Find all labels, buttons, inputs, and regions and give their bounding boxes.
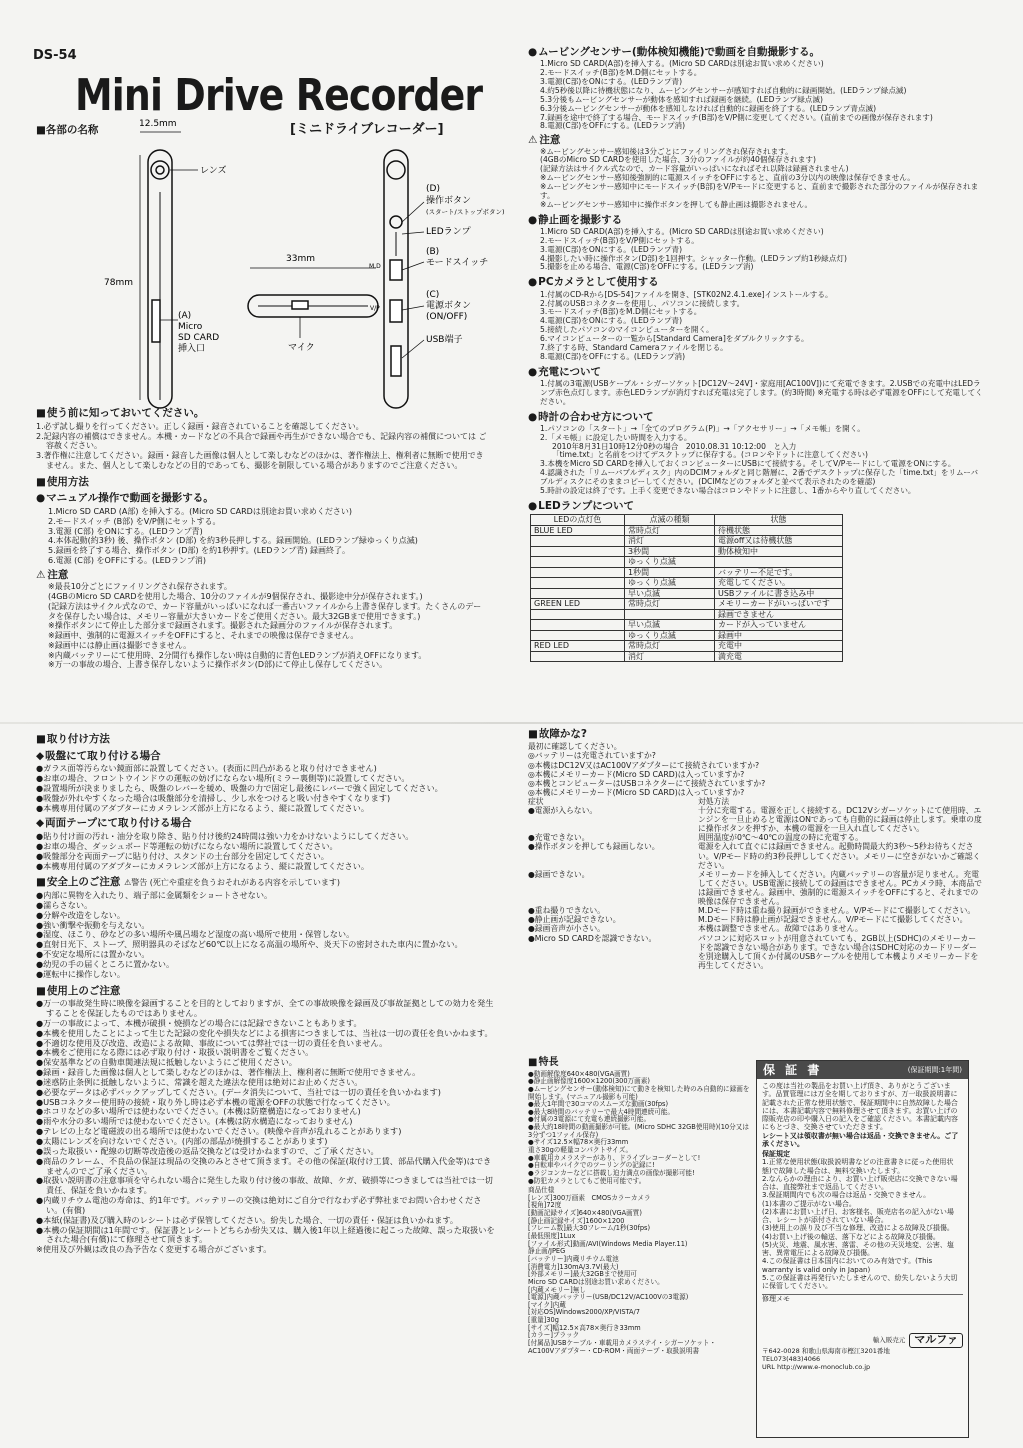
trouble-column [528, 728, 983, 1053]
precaution-item: ●迷惑防止条例に抵触しないように、常識を超えた違法な使用は絶対にお止めください。 [36, 1076, 363, 1087]
time-step: 2.「メモ帳」に設定したい時間を入力する。 [540, 432, 692, 442]
tape-item: ●貼り付け面の汚れ・油分を取り除き、貼り付け後約24時間は強い力をかけないようにしてください。 [36, 831, 414, 841]
spec-item: [付属品]USBケーブル・車載用カメラステイ・シガーソケット・ [528, 1339, 717, 1348]
safety-item: ●不安定な場所には置かない。 [36, 949, 150, 960]
trouble-row [528, 842, 983, 869]
moving-caution: (4GBのMicro SD CARDを使用した場合、3分のファイルが約40個保存されます) [540, 155, 816, 165]
action-col: 対処方法 [698, 796, 730, 806]
warranty-footer [757, 1329, 968, 1375]
manual-step: 6.電源 (C部) をOFFにする。(LEDランプ消) [48, 555, 206, 565]
specs-column [528, 1052, 750, 1440]
symptom-cell: ●録画音声が小さい。 [528, 924, 605, 934]
trouble-check: ◎バッテリーは充電されていますか? [528, 751, 656, 761]
mic-label: マイク [288, 343, 315, 353]
feature-item: ●ラジコンカーなどに搭載し迫力満点の画像が撮影可能! [528, 1168, 695, 1177]
warranty-rule: (3)使用上の誤り及び不当な修理、改造による故障及び損傷。 [762, 1224, 954, 1233]
led-state-cell: カードが入っていません [715, 620, 843, 631]
led-pattern-cell: 早い点滅 [625, 620, 715, 631]
manual-heading: ● マニュアル操作で動画を撮影する。 [36, 492, 488, 505]
manual-caution: (4GBのMicro SD CARDを使用した場合、10分のファイルが9個保存され、撮影途中分が保存されます。) [48, 592, 423, 602]
seller-address: 〒642-0028 和歌山県海南市樫江3201番地 [762, 1347, 890, 1356]
spec-item: [電源]内蔵バッテリー(USB/DC12V/AC100Vの3電源) [528, 1293, 689, 1302]
moving-caution: (記録方法はサイクル式なので、カード容量がいっぱいになればそれ以降は録画されません) [540, 164, 849, 174]
led-state-cell: USBファイルに書き込み中 [715, 588, 843, 599]
manual-caution-heading: ⚠ 注意 [36, 569, 488, 582]
manual-step: 4.本体起動(約3秒) 後、操作ボタン (D部) を約3秒長押しする。録画開始。(LEDランプ緑ゆっくり点滅) [48, 536, 418, 546]
suction-item: ●吸盤が外れやすくなった場合は吸盤部分を清掃し、少し水をつけると吸い付きやすくなります) [36, 792, 391, 803]
still-step: 2.モードスイッチ(B部)をV/P側にセットする。 [540, 235, 699, 245]
install-heading: ■ 取り付け方法 [36, 733, 496, 746]
symptom-col: 症状 [528, 796, 544, 806]
led-row [531, 651, 843, 662]
trouble-check: ◎本機にメモリーカード(Micro SD CARD)は入っていますか? [528, 769, 745, 779]
trouble-check: ◎本機とコンピューターはUSBコネクターにて接続されていますか? [528, 778, 766, 788]
label-b: (B) [426, 247, 440, 257]
action-cell: 本機は調整できません。故障ではありません。 [698, 924, 863, 934]
manual-caution: ※録画中、強制的に電源スイッチをOFFにすると、それまでの映像は保存できません。 [48, 631, 359, 641]
led-row [531, 641, 843, 652]
moving-step: 1.Micro SD CARD(A部)を挿入する。(Micro SD CARDは別途お買い求めください) [540, 59, 824, 69]
safety-item: ●内部に異物を入れたり、端子部に金属類をショートさせない。 [36, 889, 273, 900]
led-row [531, 620, 843, 631]
lens-label: レンズ [200, 166, 227, 176]
tape-item: ●本機専用付属のアダプターにカメラレンズ部が上方になるよう、縦に設置してください。 [36, 860, 370, 871]
led-state-cell: 録画できません [715, 609, 843, 620]
trouble-row [528, 924, 983, 933]
label-c: (C) [426, 290, 440, 300]
safety-item: ●強い衝撃や振動を与えない。 [36, 919, 150, 930]
vp-marker: V/P [370, 305, 380, 312]
safety-heading: ■ 安全上のご注意 ⚠警告 (死亡や重症を負うおそれがある内容を示しています) [36, 876, 496, 889]
md-marker: M.D [369, 263, 381, 270]
led-table-header [531, 515, 843, 526]
trouble-check: ◎本機にメモリーカード(Micro SD CARD)は入っていますか? [528, 787, 745, 797]
usage-column [36, 402, 488, 720]
precaution-item: ●保安基準などの自動車関連法規に抵触しないようにご使用ください。 [36, 1057, 297, 1068]
trouble-row [528, 906, 983, 915]
label-d: (D) [426, 184, 440, 194]
repair-memo-box [762, 1294, 963, 1326]
led-pattern-cell: 常時点灯 [625, 599, 715, 610]
suction-heading: ◆ 吸盤にて取り付ける場合 [36, 750, 496, 763]
led-pattern-cell: 1秒間 [625, 567, 715, 578]
precaution-item: ●万一の事故発生時に映像を録画することを目的としておりますが、全ての事故映像を録画及び事故証拠としての効力を発生することを保証したものではありません。 [36, 998, 494, 1018]
warranty-card [756, 1060, 969, 1438]
led-color-cell: RED LED [531, 641, 625, 652]
trouble-heading: ■ 故障かな? [528, 728, 983, 740]
symptom-cell: ●重ね撮りできない。 [528, 906, 605, 916]
safety-item: ●直射日光下、ストーブ、照明器具のそばなど60℃以上になる高温の場所や、炎天下の密封された車内に置かない。 [36, 939, 463, 950]
precaution-item: ●雨や水分の多い場所では使わないでください。(本機は防水構造になっておりません) [36, 1116, 353, 1127]
parts-heading: ■各部の名称 [36, 124, 99, 136]
action-cell: パソコンに対応スロットが用意されていても、2GB以上(SDHC)のメモリーカードを認識できない場合があります。できない場合はSDHC対応のカードリーダーを別途購入して頂くか付属のUSBケーブルを使用して本機よりメモリーカードを再生してください。 [698, 933, 979, 970]
precaution-item: ●不適切な使用及び改造、改造による故障、事故については弊社では一切の責任を負いません。 [36, 1037, 388, 1048]
manual-caution: ※万一の事故の場合、上書き保存しないように操作ボタン(D部)にて停止し保存してください。 [48, 660, 388, 670]
spec-item: [最低照度]1Lux [528, 1232, 576, 1241]
led-color-cell [531, 578, 625, 589]
led-pattern-cell: 常時点灯 [625, 525, 715, 536]
spec-item: [静止画記録サイズ]1600×1200 [528, 1216, 625, 1225]
dim-depth-label: 33mm [286, 254, 315, 264]
led-row [531, 557, 843, 568]
spec-item: [レンズ]300万画素 CMOSカラーカメラ [528, 1193, 651, 1202]
trouble-intro: 最初に確認してください。 [528, 742, 622, 752]
suction-item: ●設置場所が決まりましたら、吸盤のレバーを緩め、吸盤の力で固定し最後にレバーで強く固定してください。 [36, 782, 443, 793]
led-pattern-cell [625, 609, 715, 620]
label-slot: 挿入口 [178, 344, 206, 354]
precaution-item: ●必要なデータは必ずバックアップしてください。(データ消失について、当社では一切の責任を負いかねます) [36, 1086, 441, 1097]
time-step: 2010年8月31日10時12分0秒の場合 2010.08.31 10:12:00 と入力 [552, 441, 797, 451]
pc-step: 5.接続したパソコンのマイコンピューターを開く。 [540, 325, 714, 335]
trouble-row [528, 806, 983, 833]
time-step: 4.認識された「リムーバブルディスク」内のDCIMフォルダと同じ階層に、2番でデスクトップに保存した「time.txt」をリムーバブルディスクにそのままコピーしてください。(DCIMなどのフォルダと並べて表示されたのを確認) [540, 468, 979, 487]
trouble-row [528, 870, 983, 906]
moving-step: 2.モードスイッチ(B部)をM.D側にセットする。 [540, 68, 702, 78]
led-col-pattern: 点滅の種類 [625, 515, 715, 526]
feature-item: ●付属の3電源にて充電も連続撮影可能。 [528, 1115, 651, 1124]
pc-step: 7.終了する時、Standard Cameraファイルを閉じる。 [540, 342, 728, 352]
precaution-item: ●万一の事故によって、本機が破損・焼損などの場合には記録できないこともあります。 [36, 1017, 362, 1028]
led-col-state: 状態 [715, 515, 843, 526]
warranty-body [757, 1079, 968, 1329]
still-step: 3.電源(C部)をONにする。(LEDランプ青) [540, 244, 683, 254]
still-heading: ● 静止画を撮影する [528, 214, 983, 226]
moving-step: 3.電源(C部)をONにする。(LEDランプ青) [540, 77, 683, 87]
led-pattern-cell: 消灯 [625, 536, 715, 547]
symptom-cell: ●充電できない。 [528, 833, 590, 843]
label-a: (A) [178, 311, 192, 321]
manual-step: 1.Micro SD CARD (A部) を挿入する。(Micro SD CARDは別途お買い求めください) [48, 507, 352, 517]
trouble-check: ◎本機はDC12V又はAC100Vアダプターにて接続されていますか? [528, 760, 760, 770]
precaution-item: ●ホコリなどの多い場所では使わないでください。(本機は防塵構造になっておりません) [36, 1106, 361, 1117]
spec-item: [サイズ]幅12.5×高78×奥行き33mm [528, 1323, 641, 1332]
precaution-item: ●商品のクレーム、不良品の保証は現品の交換のみとさせて頂きます。その他の保証(取付け工賃、部品代購入代金等)はできませんのでご了承ください。 [36, 1155, 492, 1176]
feature-item: ●ムービングセンサー(動体検知)にて動きを検知した時のみ自動的に録画を開始します。(マニュアル撮影も可能) [528, 1084, 750, 1101]
moving-step: 4.約5秒後以降に待機状態になり、ムービングセンサーが感知すれば自動的に録画開始。(LEDランプ緑点滅) [540, 85, 907, 95]
precaution-item: ●誤った取扱い・配線の切断等改造後の返品交換などは受けかねますので、ご了承ください。 [36, 1145, 379, 1156]
led-color-cell [531, 630, 625, 641]
spec-item: AC100Vアダプター・CD-ROM・両面テープ・取扱説明書 [528, 1346, 700, 1355]
led-state-cell: 充電中 [715, 641, 843, 652]
still-step: 5.撮影を止める場合、電源(C部)をOFFにする。(LEDランプ消) [540, 262, 754, 272]
led-pattern-cell: ゆっくり点滅 [625, 630, 715, 641]
op-button-label: 操作ボタン [426, 196, 472, 206]
pc-step: 6.マイコンピューターの一覧から[Standard Camera]をダブルクリックする。 [540, 334, 809, 343]
spec-item: [外部メモリー]最大32GBまで使用可 [528, 1270, 637, 1279]
warranty-rule: 4.この保証書は日本国内においてのみ有効です。(This warranty is valid only in Japan) [762, 1257, 933, 1274]
tape-item: ●お車の場合、ダッシュボード等運転の妨げにならない場所に設置してください。 [36, 840, 338, 851]
usb-label: USB端子 [426, 335, 463, 345]
device-back-view [384, 150, 408, 408]
action-cell: M.Dモード時は静止画が記録できません。V/Pモードにて撮影してください。 [698, 915, 968, 925]
seller-label: 輸入販売元 [872, 1336, 906, 1345]
led-row [531, 630, 843, 641]
precaution-item: ●録画・録音した画像は個人として楽しむなどのほかは、著作権法上、権利者に無断で使用できません。 [36, 1067, 421, 1078]
symptom-cell: ●電源が入らない。 [528, 806, 598, 816]
feature-item: ●車載用カメラステーがあり、ドライブレコーダーとして! [528, 1153, 701, 1162]
led-state-cell [715, 557, 843, 568]
led-row [531, 578, 843, 589]
safety-item: ●湿度、ほこり、砂などの多い場所や風呂場など湿度の高い場所で使用・保管しない。 [36, 929, 355, 940]
led-pattern-cell: ゆっくり点滅 [625, 578, 715, 589]
action-cell: 電源を入れて直ぐには録画できません。起動時間最大約3秒〜5秒お待ちください。V/Pモード時の約3秒長押ししてください。メモリーに空きがないかご確認ください。 [698, 842, 981, 870]
feature-item: ●最大約18時間の動画撮影が可能。(Micro SDHC 32GB使用時)(10分又は3分ずつ1ファイル保存) [528, 1123, 749, 1139]
spec-item: [バッテリー]内蔵リチウム電池 [528, 1254, 619, 1263]
led-state-cell: 充電してください。 [715, 578, 843, 589]
spec-item: [ファイル形式]動画/AVI(Windows Media Player.11) [528, 1239, 688, 1248]
led-color-cell [531, 588, 625, 599]
precaution-item: ●本紙(保証書)及び購入時のレシートは必ず保管してください。紛失した場合、一切の責任・保証は負いかねます。 [36, 1214, 459, 1225]
led-color-cell: GREEN LED [531, 599, 625, 610]
led-row [531, 599, 843, 610]
led-row [531, 536, 843, 547]
safety-item: ●分解や改造をしない。 [36, 909, 126, 920]
precaution-item: ※使用及び外観は改良の為予告なく変更する場合がございます。 [36, 1244, 272, 1255]
led-state-cell: 電源off又は待機状態 [715, 536, 843, 547]
before-use-item: 3.著作権に注意してください。録画・録音した画像は個人として楽しむなどのほかは、著作権法上、権利者に無断で使用できません。また、個人として楽しむなどの目的であっても、撮影を制限している場合がありますのでご注意ください。 [36, 451, 484, 470]
moving-sensor-heading: ● ムービングセンサー(動体検知機能)で動画を自動撮影する。 [528, 46, 983, 58]
pc-step: 1.付属のCD-Rから[DS-54]ファイルを開き、[STK02N2.4.1.exe]インストールする。 [540, 289, 833, 299]
warranty-rule: (2)本書にお買い上げ日、お客様名、販売店名の記入がない場合、レシートが添付されていない場合。 [762, 1207, 954, 1225]
fold-line [0, 722, 1023, 724]
mode-switch-label: モードスイッチ [426, 258, 489, 268]
led-row [531, 546, 843, 557]
led-pattern-cell: 消灯 [625, 651, 715, 662]
specs-heading: ■ 特長 [528, 1057, 750, 1069]
brand-logo: マルファ [909, 1333, 963, 1348]
time-step: 1.パソコンの「スタート」→「全てのプログラム(P)」→「アクセサリー」→「メモ帳」を開く。 [540, 423, 865, 433]
pc-step: 3.モードスイッチ(B部)をM.D側にセットする。 [540, 307, 702, 317]
feature-item: 重さ30gの軽量コンパクトサイズ。 [528, 1146, 633, 1154]
precaution-item: ●本機をご使用になる際には必ず取り付け・取扱い説明書をご覧ください。 [36, 1047, 314, 1058]
moving-step: 8.電源(C部)をOFFにする。(LEDランプ消) [540, 121, 686, 131]
device-top-view [248, 295, 378, 317]
led-state-cell: 満充電 [715, 651, 843, 662]
warranty-rule: 3.保証期間内でも次の場合は返品・交換できません。 [762, 1191, 931, 1200]
manual-caution: ※操作ボタンにて停止した部分まで録画されます。撮影された録画分のファイルが保存されます。 [48, 621, 398, 631]
symptom-cell: ●操作ボタンを押しても録画しない。 [528, 842, 660, 852]
warranty-title: 保 証 書 [763, 1063, 823, 1077]
still-step: 1.Micro SD CARD(A部)を挿入する。(Micro SD CARDは別途お買い求めください) [540, 226, 824, 236]
warranty-rule: 1.正常な使用状態(取扱説明書などの注意書きに従った使用状態)で故障した場合は、無料交換いたします。 [762, 1158, 954, 1175]
precaution-item: ●取扱い説明書の注意事項を守られない場合に発生した取り付け後の事故、故障、ケガ、破損等につきましては当社では一切責任、保証を負いかねます。 [36, 1175, 493, 1196]
pc-step: 2.付属のUSBコネクターを使用し、パソコンに接続します。 [540, 298, 745, 308]
moving-step: 6.3分後ムービングセンサーが動体を感知しなければ自動的に録画を終了する。(LEDランプ青点滅) [540, 103, 877, 113]
led-row [531, 609, 843, 620]
led-color-cell [531, 557, 625, 568]
label-micro: Micro [178, 322, 203, 332]
charge-heading: ● 充電について [528, 366, 983, 378]
label-sdcard: SD CARD [178, 333, 220, 343]
before-use-item: 1.必ず試し撮りを行ってください。正しく録画・録音されていることを確認してください。 [36, 421, 364, 431]
precautions-list [36, 999, 496, 1255]
led-col-color: LEDの点灯色 [531, 515, 625, 526]
manual-step: 2.モードスイッチ (B部) をV/P側にセットする。 [48, 516, 221, 526]
feature-item: ●防犯カメラとしてもご使用可能です。 [528, 1176, 646, 1185]
moving-caution: ※ムービングセンサー感知中にモードスイッチ(B部)をV/Pモードに変更すると、直前まで撮影された部分のファイルが保存されます。 [540, 182, 979, 200]
feature-list [528, 1071, 750, 1186]
manual-step: 3.電源 (C部) をONにする。(LEDランプ青) [48, 526, 203, 536]
spec-item: [動画記録サイズ]640×480(VGA画質) [528, 1209, 642, 1218]
dim-width-label: 12.5mm [139, 119, 177, 129]
spec-item: [対応OS]Windows2000/XP/VISTA/7 [528, 1308, 640, 1317]
manual-caution: ※内蔵バッテリーにて使用時、2分間行も操作しない時は自動的に青色LEDランプが消えOFFになります。 [48, 650, 427, 660]
suction-item: ●本機専用付属のアダプターにカメラレンズ部が上方になるよう、縦に設置してください。 [36, 802, 370, 813]
led-color-cell: BLUE LED [531, 525, 625, 536]
moving-caution-heading: ⚠ 注意 [528, 134, 983, 146]
pc-step: 8.電源(C部)をOFFにする。(LEDランプ消) [540, 351, 686, 361]
time-step: 5.時計の設定は終了です。上手く変更できない場合はコロンやドットに注意し、1番からやり直してください。 [540, 485, 916, 495]
warranty-rules-heading: 保証規定 [762, 1150, 790, 1159]
precaution-item: ●テレビの上など電磁波の出る場所では使わないでください。(映像や音声が乱れることがあります) [36, 1126, 402, 1137]
led-state-cell: 録画中 [715, 630, 843, 641]
symptom-cell: ●録画できない。 [528, 869, 590, 879]
symptom-cell: ●静止画が記録できない。 [528, 915, 621, 925]
safety-item: ●濡らさない。 [36, 899, 93, 910]
led-color-cell [531, 546, 625, 557]
led-color-cell [531, 536, 625, 547]
led-color-cell [531, 651, 625, 662]
spec-item: [カラー]ブラック [528, 1331, 580, 1340]
spec-item: Micro SD CARDは別途お買い求めください。 [528, 1277, 664, 1286]
time-set-heading: ● 時計の合わせ方について [528, 411, 983, 423]
spec-list [528, 1187, 750, 1355]
pc-camera-heading: ● PCカメラとして使用する [528, 276, 983, 288]
suction-item: ●ガラス面等汚らない鏡面部に設置してください。(表面に凹凸があると取り付けできません) [36, 763, 377, 774]
before-use-heading: ■ 使う前に知っておいてください。 [36, 407, 488, 420]
time-step: 「time.txt」と名前をつけてデスクトップに保存する。(コロンやドットに注意してください) [552, 450, 868, 460]
moving-caution: ※ムービングセンサー感知中に操作ボタンを押しても静止画は撮影されません。 [540, 199, 813, 209]
led-label: LEDランプ [426, 227, 471, 237]
product-title: Mini Drive Recorder [75, 70, 483, 121]
precautions-heading: ■ 使用上のご注意 [36, 985, 496, 998]
action-cell: M.Dモード時は重ね撮り録画ができません。V/Pモードにて撮影してください。 [698, 906, 976, 916]
spec-item: [重量]30g [528, 1316, 559, 1325]
power-button-label: 電源ボタン [426, 301, 472, 311]
model-number: DS-54 [33, 48, 77, 63]
led-row [531, 525, 843, 536]
manual-caution: ※録画中には静止画は撮影できません。 [48, 640, 192, 650]
safety-item: ●幼児の手の届くところに置かない。 [36, 958, 175, 969]
repair-memo-label: 修理メモ [762, 1295, 790, 1304]
feature-item: ●動画解像度640×480(VGA画質) [528, 1069, 630, 1078]
manual-caution: ※最長10分ごとにファイリングされ保存されます。 [48, 582, 232, 592]
led-pattern-cell: 早い点滅 [625, 588, 715, 599]
device-diagram [36, 110, 505, 400]
features-column [528, 46, 983, 716]
led-state-cell: メモリーカードがいっぱいです [715, 599, 843, 610]
led-state-cell: バッテリー不足です。 [715, 567, 843, 578]
install-column [36, 728, 496, 1440]
safety-warning-note: ⚠警告 (死亡や重症を負うおそれがある内容を示しています) [124, 878, 341, 888]
moving-caution: ※ムービングセンサー感知後は3分ごとにファイリングされ保存されます。 [540, 146, 793, 156]
led-pattern-cell: 3秒間 [625, 546, 715, 557]
spec-item: [視角]72度 [528, 1201, 562, 1210]
warranty-header [757, 1061, 968, 1079]
feature-item: ●自転車やバイクでのツーリングの記録に! [528, 1161, 655, 1170]
feature-item: ●静止画解像度1600×1200(300万画素) [528, 1077, 650, 1086]
led-color-cell [531, 567, 625, 578]
led-pattern-cell: ゆっくり点滅 [625, 557, 715, 568]
action-cell: メモリーカードを挿入してください。内蔵バッテリーの容量が足りません。充電してください。USB電源に接続しての録画はできません。PCカメラ時、本商品では録画できません。録画中、強制的に電源スイッチをOFFにすると、それまでの映像は保存できません。 [698, 869, 982, 907]
suction-item: ●お車の場合、フロントウインドウの運転の妨げにならない場所(ミラー裏側等)に設置してください。 [36, 773, 410, 784]
led-color-cell [531, 620, 625, 631]
manual-caution: (記録方法はサイクル式なので、カード容量がいっぱいになれば一番古いファイルから上書き保存します。たくさんのデータを保存したい場合は、メモリー容量が大きいカードをご使用ください。最大32GBまで使用できます。) [48, 601, 482, 621]
feature-item: ●サイズ12.5×幅78×奥行33mm [528, 1138, 629, 1147]
led-table [530, 514, 843, 662]
warranty-rule: (1)本書のご提示がない場合。 [762, 1199, 856, 1208]
power-sub-label: (ON/OFF) [426, 312, 468, 322]
led-color-cell [531, 609, 625, 620]
led-row [531, 588, 843, 599]
action-cell: 周囲温度が0℃〜40℃の温度の時に充電する。 [698, 833, 863, 843]
led-heading: ● LEDランプについて [528, 500, 983, 512]
precaution-item: ●USBコネクター使用時の接続・取り外し時は必ず本機の電源をOFFの状態で行なってください。 [36, 1096, 395, 1107]
warranty-receipt-note: レシート又は領収書が無い場合は返品・交換できません。ご了承ください。 [762, 1131, 959, 1148]
product-subtitle: [ミニドライブレコーダー] [290, 122, 444, 137]
spec-item: [内蔵メモリー]無し [528, 1285, 586, 1294]
seller-tel: TEL073(483)4066 [762, 1355, 821, 1364]
device-front-view [148, 150, 172, 408]
led-pattern-cell: 常時点灯 [625, 641, 715, 652]
manual-step: 5.録画を終了する場合、操作ボタン (D部) を約1秒押す。(LEDランプ青) 録画終了。 [48, 546, 351, 556]
tape-heading: ◆ 両面テープにて取り付ける場合 [36, 817, 496, 830]
warranty-rule: 2.なんらかの理由により、お買い上げ販売店に交換できない場合は、直接弊社まで返品してください。 [762, 1174, 958, 1192]
tape-item: ●吸盤部分を両面テープに貼り付け、スタンドの土台部分を固定してください。 [36, 850, 329, 861]
precaution-item: ●内蔵リチウム電池の寿命は、約1年です。バッテリーの交換は絶対にご自分で行なわず必ず弊社までお問い合わせください。(有償) [36, 1195, 482, 1215]
precaution-item: ●太陽にレンズを向けないでください。(内部の部品が焼損することがあります) [36, 1135, 328, 1146]
before-use-item: 2.記録内容の補償はできません。本機・カードなどの不具合で録画や再生ができない場合でも、記録内容の補償については ご容赦ください。 [36, 431, 487, 451]
led-state-cell: 待機状態 [715, 525, 843, 536]
moving-caution: ※ムービングセンサー感知後強制的に電源スイッチをOFFにすると、直前の3分以内の映像は保存できません。 [540, 173, 915, 183]
warranty-intro: この度は当社の製品をお買い上げ頂き、ありがとうございます。品質管理には万全を期しておりますが、万一取扱説明書に記載された正常な使用状態で、保証期間中に自然故障した場合には、本書記載内容で無料修理させて頂きます。お買い上げの際販売店の印や購入日の記入をご確認ください。本書記載内容にもとづき、交換させていただきます。 [762, 1082, 958, 1132]
warranty-rule: (5)火災、地震、風水害、落雷、その他の天災地変、公害、塩害、異常電圧による故障及び損傷。 [762, 1240, 954, 1258]
spec-item: [フレーム数]最大30フレーム/1秒(30fps) [528, 1224, 651, 1233]
charge-text: 1.付属の3電源(USBケーブル・シガーソケット[DC12V～24V]・家庭用[AC100V])にて充電できます。2.USBでの充電中はLEDランプ赤色点灯します。赤色LEDランプが消灯すれば充電は完了します。(約3時間) ※充電する時は必ず電源をOFFにして充電してください。 [540, 378, 983, 406]
trouble-rows [528, 806, 983, 970]
warranty-rule: 5.この保証書は再発行いたしませんので、紛失しないよう大切に保管してください。 [762, 1273, 958, 1291]
warranty-period: (保証期間:1年間) [907, 1065, 962, 1074]
precaution-item: ●本機を使用したことによって生じた記録の変化や損失などによる損害につきましては、当社は一切の責任を負いかねます。 [36, 1027, 493, 1038]
precaution-item: ●本機の保証期間は1年間です。保証書とレシートどちらか紛失又は、購入後1年以上経過後に起こった故障、誤った取扱いをされた場合(有償)にて修理させて頂きます。 [36, 1224, 495, 1245]
safety-item: ●運転中に操作しない。 [36, 968, 126, 979]
moving-step: 7.録画を途中で終了する場合、モードスイッチ(B部)をV/P側に変更してください。(直前までの画像が保存されます) [540, 112, 933, 122]
trouble-table-header [528, 797, 983, 806]
action-cell: 十分に充電する。電源を正しく接続する。DC12Vシガーソケットにて使用時、エンジンを一旦止めると電源はONであっても自動的に録画は停止します。乗車の度に操作ボタンを押すか、本機の電源を一旦入れ直してください。 [698, 806, 982, 834]
time-step: 3.本機をMicro SD CARDを挿入しておくコンピューターにUSBにて接続する。そしてV/Pモードにして電源をONにする。 [540, 459, 956, 469]
symptom-cell: ●Micro SD CARDを認識できない。 [528, 933, 657, 943]
spec-item: 静止画/JPEG [528, 1247, 566, 1256]
trouble-row [528, 934, 983, 970]
feature-item: ●最大8時間のバッテリーで最大4時間連続可能。 [528, 1107, 675, 1116]
usage-heading: ■ 使用方法 [36, 476, 488, 489]
op-button-sub: (スタート/ストップボタン) [426, 208, 505, 216]
spec-item: 商品仕様 [528, 1186, 555, 1195]
spec-item: [マイク]内蔵 [528, 1300, 566, 1309]
still-step: 4.撮影したい時に操作ボタン(D部)を1回押す。シャッター作動。(LEDランプ約1秒緑点灯) [540, 253, 847, 263]
led-row [531, 567, 843, 578]
warranty-rules [762, 1158, 963, 1290]
warranty-rule: (4)お買い上げ後の輸送、落下などによる故障及び損傷。 [762, 1232, 940, 1241]
pc-step: 4.電源(C部)をONにする。(LEDランプ青) [540, 316, 683, 326]
spec-item: [消費電力]130mA/3.7V(最大) [528, 1262, 619, 1271]
led-state-cell: 動体検知中 [715, 546, 843, 557]
seller-url: URL http://www.e-monoclub.co.jp [762, 1362, 871, 1371]
dim-length-label: 78mm [104, 278, 133, 288]
moving-step: 5.3分後もムービングセンサーが動体を感知すれば録画を継続。(LEDランプ緑点滅) [540, 94, 823, 104]
feature-item: ●最大1年間で30コマのスムーズな動画(30fps) [528, 1100, 669, 1109]
